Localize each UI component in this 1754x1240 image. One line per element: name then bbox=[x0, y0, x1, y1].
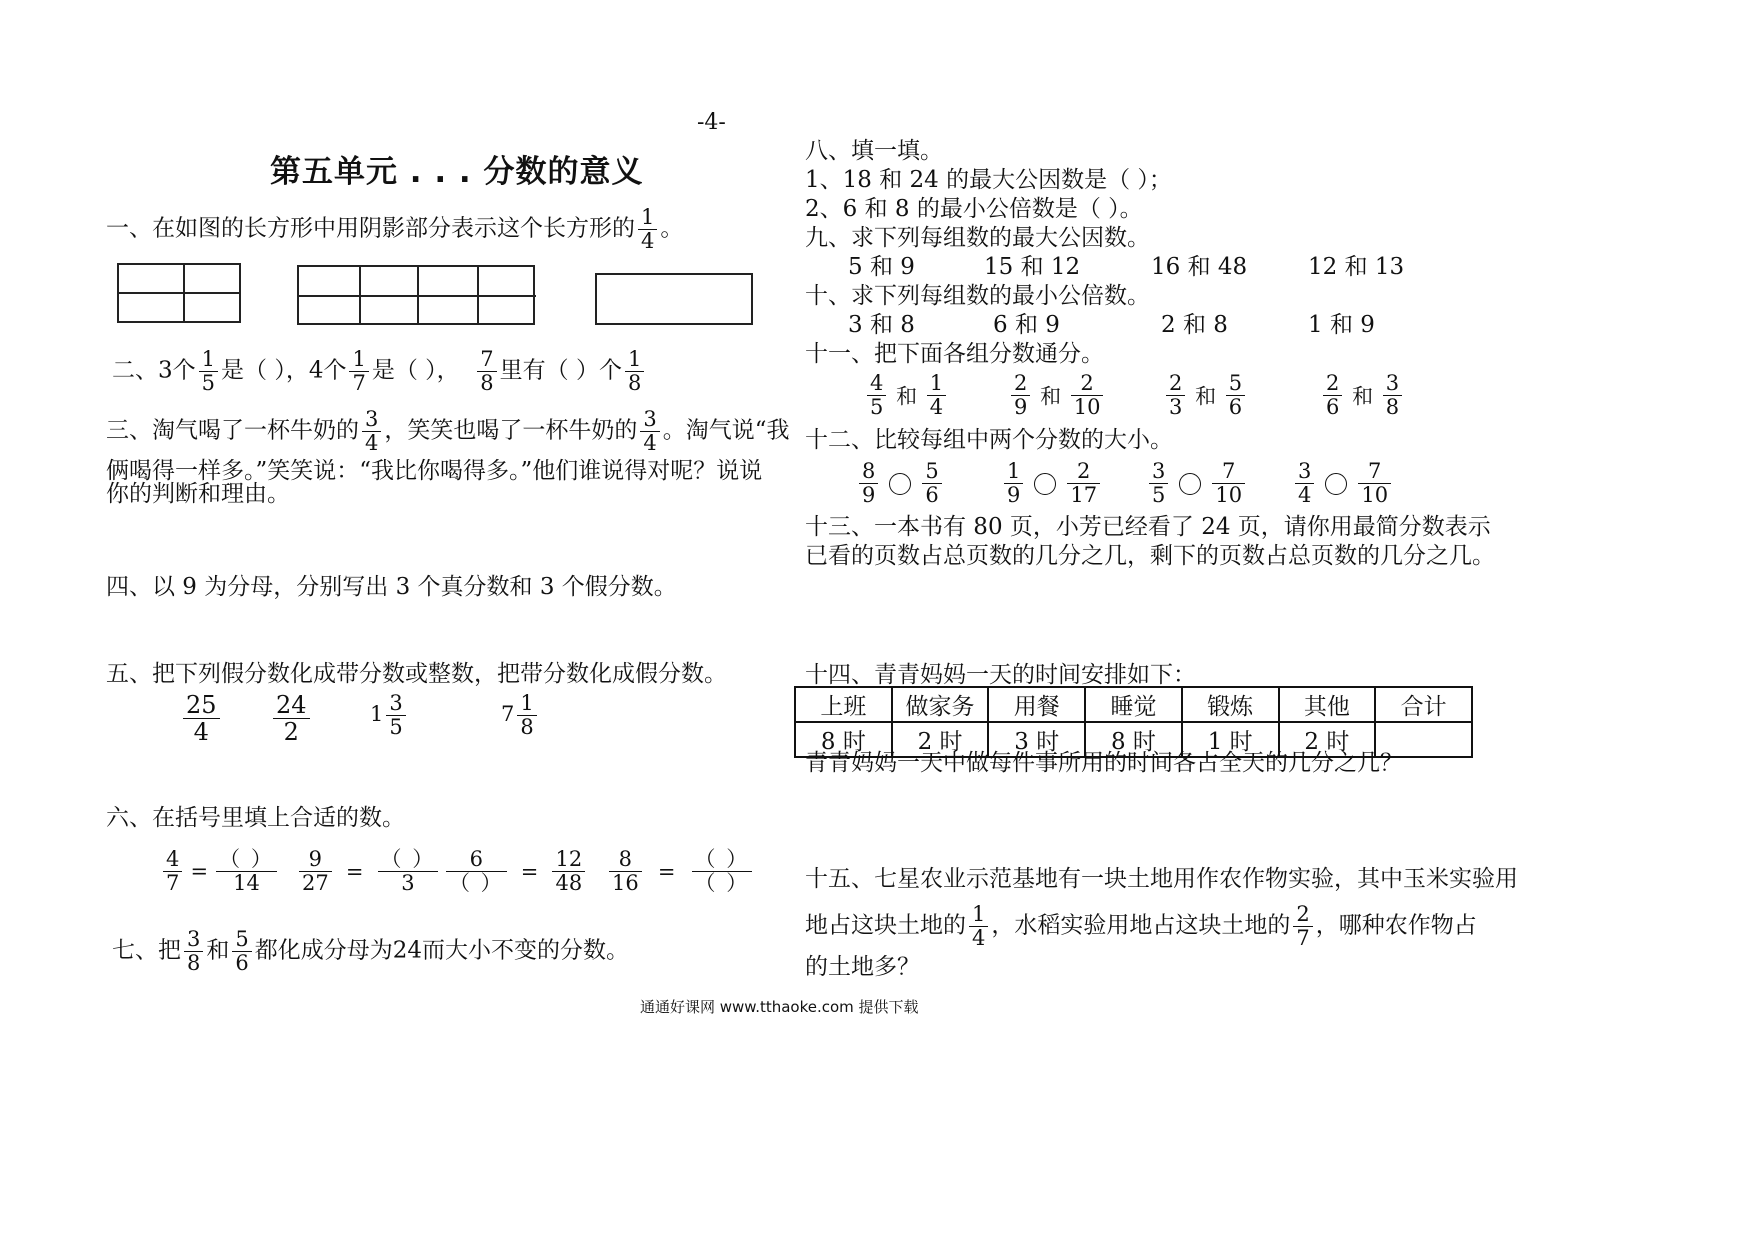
fraction bbox=[1293, 903, 1312, 950]
q15-line3: 的土地多？ bbox=[805, 954, 920, 980]
numerator: 1 bbox=[199, 348, 218, 372]
q7-a: 七、把 bbox=[112, 937, 181, 964]
fraction bbox=[1212, 460, 1245, 507]
denominator: 14 bbox=[233, 871, 260, 895]
numerator: 3 bbox=[1383, 372, 1402, 396]
numerator: 3 bbox=[386, 692, 405, 716]
fraction bbox=[552, 848, 585, 895]
q11-pair bbox=[1008, 372, 1106, 419]
q3-line2: 俩喝得一样多。”笑笑说：“我比你喝得多。”他们谁说得对呢？说说 bbox=[106, 458, 763, 484]
fraction bbox=[1149, 460, 1168, 507]
table-cell: 8 时 bbox=[795, 722, 892, 757]
numerator: 25 bbox=[183, 692, 220, 719]
question-10-title: 十、求下列每组数的最小公倍数。 bbox=[805, 283, 1150, 309]
q7-c: 都化成分母为24而大小不变的分数。 bbox=[254, 937, 630, 964]
denominator: 8 bbox=[627, 371, 642, 395]
and-label: 和 bbox=[1352, 384, 1374, 409]
and-label: 和 bbox=[1040, 384, 1062, 409]
numerator: 2 bbox=[1166, 372, 1185, 396]
question-4: 四、以 9 为分母，分别写出 3 个真分数和 3 个假分数。 bbox=[106, 574, 677, 600]
equals-sign: = bbox=[190, 859, 209, 884]
q6-equation bbox=[443, 848, 588, 895]
numerator: 1 bbox=[927, 372, 946, 396]
numerator: 3 bbox=[640, 408, 659, 432]
question-12-title: 十二、比较每组中两个分数的大小。 bbox=[805, 427, 1173, 453]
fraction bbox=[183, 692, 220, 745]
fraction bbox=[867, 372, 886, 419]
question-9-title: 九、求下列每组数的最大公因数。 bbox=[805, 225, 1150, 251]
denominator: 4 bbox=[929, 395, 944, 419]
denominator: 4 bbox=[193, 718, 209, 746]
denominator: 27 bbox=[302, 871, 329, 895]
table-header-cell: 睡觉 bbox=[1085, 687, 1182, 722]
fraction bbox=[1358, 460, 1391, 507]
q15-a: 地占这块土地的 bbox=[805, 912, 966, 939]
denominator: 3 bbox=[1169, 395, 1183, 419]
and-label: 和 bbox=[1195, 384, 1217, 409]
fraction bbox=[216, 848, 277, 895]
q10-item: 3 和 8 bbox=[848, 312, 915, 338]
numerator: 12 bbox=[552, 848, 585, 872]
fraction bbox=[477, 348, 496, 395]
compare-circle[interactable] bbox=[889, 473, 911, 495]
question-8-title: 八、填一填。 bbox=[805, 138, 943, 164]
fraction bbox=[609, 848, 642, 895]
q5-item bbox=[370, 692, 409, 739]
numerator: 2 bbox=[1011, 372, 1030, 396]
denominator: 8 bbox=[187, 951, 201, 975]
q3-c: 。淘气说“我 bbox=[662, 417, 790, 444]
fraction bbox=[232, 928, 251, 975]
denominator: 8 bbox=[1385, 395, 1400, 419]
fraction bbox=[692, 848, 753, 895]
fraction bbox=[1295, 460, 1314, 507]
fraction bbox=[859, 460, 878, 507]
numerator: 8 bbox=[609, 848, 642, 872]
q2-c: 是（ ）， bbox=[371, 357, 460, 384]
numerator: 7 bbox=[1358, 460, 1391, 484]
compare-circle[interactable] bbox=[1034, 473, 1056, 495]
whole-number: 1 bbox=[370, 702, 384, 726]
table-cell: 3 时 bbox=[988, 722, 1085, 757]
q9-item: 5 和 9 bbox=[848, 254, 915, 280]
denominator: 10 bbox=[1073, 395, 1101, 419]
q12-pair bbox=[856, 460, 945, 507]
fraction bbox=[349, 348, 368, 395]
q11-pair bbox=[1320, 372, 1405, 419]
fraction bbox=[1011, 372, 1030, 419]
denominator: 3 bbox=[401, 871, 415, 895]
q12-pair bbox=[1001, 460, 1103, 507]
denominator: 9 bbox=[862, 483, 876, 507]
denominator: 4 bbox=[1298, 483, 1312, 507]
q14-question: 青青妈妈一天中做每件事所用的时间各占全天的几分之几？ bbox=[805, 750, 1403, 776]
numerator: 9 bbox=[299, 848, 332, 872]
denominator: 10 bbox=[1215, 483, 1243, 507]
page-number: -4- bbox=[697, 110, 726, 135]
fraction bbox=[1166, 372, 1185, 419]
question-5: 五、把下列假分数化成带分数或整数，把带分数化成假分数。 bbox=[106, 661, 727, 687]
q2-a: 二、3个 bbox=[112, 357, 196, 384]
numerator: 3 bbox=[1149, 460, 1168, 484]
q13-line2: 已看的页数占总页数的几分之几，剩下的页数占总页数的几分之几。 bbox=[805, 543, 1495, 569]
q5-item bbox=[180, 692, 223, 745]
numerator: 2 bbox=[1067, 460, 1100, 484]
table-cell: 2 时 bbox=[892, 722, 989, 757]
numerator: （ ） bbox=[216, 848, 277, 872]
q6-equation bbox=[606, 848, 755, 895]
fraction bbox=[362, 408, 381, 455]
q11-pair bbox=[1163, 372, 1248, 419]
page-title: 第五单元 . . . 分数的意义 bbox=[270, 154, 644, 190]
numerator: 2 bbox=[1071, 372, 1104, 396]
q12-pair bbox=[1146, 460, 1248, 507]
denominator: 4 bbox=[643, 431, 657, 455]
equals-sign: = bbox=[520, 859, 539, 884]
denominator: 16 bbox=[612, 871, 639, 895]
and-label: 和 bbox=[896, 384, 918, 409]
fraction bbox=[1004, 460, 1023, 507]
numerator: 5 bbox=[1226, 372, 1245, 396]
denominator: 6 bbox=[1326, 395, 1340, 419]
whole-number: 7 bbox=[501, 702, 515, 726]
numerator: 8 bbox=[859, 460, 878, 484]
q11-pair bbox=[864, 372, 949, 419]
q15-c: ，哪种农作物占 bbox=[1315, 912, 1477, 939]
q10-item: 1 和 9 bbox=[1308, 312, 1375, 338]
q10-item: 2 和 8 bbox=[1161, 312, 1228, 338]
fraction bbox=[163, 848, 182, 895]
denominator: 5 bbox=[389, 715, 403, 739]
denominator: 6 bbox=[1228, 395, 1243, 419]
q1-text: 一、在如图的长方形中用阴影部分表示这个长方形的 bbox=[106, 215, 635, 242]
question-3 bbox=[106, 408, 790, 455]
q5-item bbox=[501, 692, 540, 739]
question-6: 六、在括号里填上合适的数。 bbox=[106, 805, 405, 831]
fraction bbox=[640, 408, 659, 455]
table-cell: 1 时 bbox=[1182, 722, 1279, 757]
fraction bbox=[386, 692, 405, 739]
numerator: 3 bbox=[184, 928, 203, 952]
fraction bbox=[184, 928, 203, 975]
fraction bbox=[1071, 372, 1104, 419]
fraction bbox=[199, 348, 218, 395]
table-header-cell: 做家务 bbox=[892, 687, 989, 722]
q2-d: 里有（ ）个 bbox=[499, 357, 622, 384]
q6-equation bbox=[296, 848, 441, 895]
rectangle-2x2 bbox=[118, 264, 240, 322]
q9-item: 15 和 12 bbox=[984, 254, 1081, 280]
denominator: 9 bbox=[1007, 483, 1021, 507]
compare-circle[interactable] bbox=[1179, 473, 1201, 495]
q8-line1: 1、18 和 24 的最大公因数是（ ）； bbox=[805, 167, 1172, 193]
fraction bbox=[1323, 372, 1342, 419]
fraction bbox=[273, 692, 310, 745]
numerator: 24 bbox=[273, 692, 310, 719]
q5-item bbox=[270, 692, 313, 745]
numerator: 1 bbox=[625, 348, 644, 372]
numerator: 3 bbox=[362, 408, 381, 432]
table-header-cell: 用餐 bbox=[988, 687, 1085, 722]
q3-line3: 你的判断和理由。 bbox=[106, 481, 290, 507]
q3-a: 三、淘气喝了一杯牛奶的 bbox=[106, 417, 359, 444]
numerator: 2 bbox=[1293, 903, 1312, 927]
numerator: 1 bbox=[349, 348, 368, 372]
numerator: 5 bbox=[922, 460, 941, 484]
question-1 bbox=[106, 206, 683, 253]
denominator: 7 bbox=[1296, 926, 1310, 950]
numerator: 7 bbox=[1212, 460, 1245, 484]
numerator: 4 bbox=[163, 848, 182, 872]
table-header-cell: 上班 bbox=[795, 687, 892, 722]
fraction bbox=[299, 848, 332, 895]
fraction bbox=[969, 903, 988, 950]
fraction bbox=[638, 206, 657, 253]
q9-item: 12 和 13 bbox=[1308, 254, 1405, 280]
denominator: 7 bbox=[166, 871, 180, 895]
q2-b: 是（ ），4个 bbox=[221, 357, 347, 384]
rectangle-figures bbox=[112, 258, 772, 330]
numerator: 5 bbox=[232, 928, 251, 952]
denominator: 8 bbox=[520, 715, 534, 739]
table-header-cell: 合计 bbox=[1375, 687, 1472, 722]
question-7 bbox=[112, 928, 629, 975]
denominator: 8 bbox=[480, 371, 494, 395]
denominator: 17 bbox=[1070, 483, 1098, 507]
fraction bbox=[378, 848, 439, 895]
denominator: 9 bbox=[1014, 395, 1028, 419]
question-11-title: 十一、把下面各组分数通分。 bbox=[805, 341, 1104, 367]
q9-item: 16 和 48 bbox=[1151, 254, 1248, 280]
numerator: （ ） bbox=[692, 848, 753, 872]
fraction bbox=[625, 348, 644, 395]
q12-pair bbox=[1292, 460, 1394, 507]
fraction bbox=[927, 372, 946, 419]
denominator: 2 bbox=[283, 718, 299, 746]
numerator: （ ） bbox=[378, 848, 439, 872]
numerator: 1 bbox=[1004, 460, 1023, 484]
equals-sign: = bbox=[657, 859, 676, 884]
q1-end: 。 bbox=[660, 215, 684, 242]
table-header-row bbox=[795, 687, 1472, 722]
numerator: 1 bbox=[517, 692, 536, 716]
table-cell: 8 时 bbox=[1085, 722, 1182, 757]
numerator: 1 bbox=[969, 903, 988, 927]
question-14-title: 十四、青青妈妈一天的时间安排如下： bbox=[805, 662, 1196, 688]
question-2 bbox=[112, 348, 647, 395]
fraction bbox=[446, 848, 507, 895]
compare-circle[interactable] bbox=[1325, 473, 1347, 495]
denominator: （ ） bbox=[694, 871, 750, 895]
denominator: 6 bbox=[235, 951, 249, 975]
equals-sign: = bbox=[345, 859, 364, 884]
q13-line1: 十三、一本书有 80 页，小芳已经看了 24 页，请你用最简分数表示 bbox=[805, 514, 1491, 540]
denominator: 6 bbox=[925, 483, 939, 507]
numerator: 6 bbox=[446, 848, 507, 872]
fraction bbox=[1383, 372, 1402, 419]
q6-equation bbox=[160, 848, 280, 895]
table-header-cell: 其他 bbox=[1279, 687, 1376, 722]
denominator: 4 bbox=[365, 431, 379, 455]
denominator: 4 bbox=[972, 926, 986, 950]
numerator: 3 bbox=[1295, 460, 1314, 484]
denominator: 4 bbox=[641, 229, 655, 253]
denominator: 7 bbox=[352, 371, 366, 395]
fraction bbox=[1067, 460, 1100, 507]
q3-b: ，笑笑也喝了一杯牛奶的 bbox=[384, 417, 638, 444]
denominator: 10 bbox=[1361, 483, 1389, 507]
table-header-cell: 锻炼 bbox=[1182, 687, 1279, 722]
table-cell: 2 时 bbox=[1279, 722, 1376, 757]
q10-item: 6 和 9 bbox=[993, 312, 1060, 338]
denominator: 5 bbox=[1152, 483, 1166, 507]
q7-b: 和 bbox=[206, 937, 230, 964]
q8-line2: 2、6 和 8 的最小公倍数是（ ）。 bbox=[805, 196, 1143, 222]
numerator: 7 bbox=[477, 348, 496, 372]
rectangle-4x2 bbox=[298, 266, 536, 324]
numerator: 2 bbox=[1323, 372, 1342, 396]
rectangle-blank bbox=[596, 274, 752, 324]
footer-text: 通通好课网 www.tthaoke.com 提供下载 bbox=[640, 998, 919, 1016]
denominator: （ ） bbox=[449, 871, 504, 895]
denominator: 5 bbox=[201, 371, 216, 395]
numerator: 4 bbox=[867, 372, 886, 396]
denominator: 5 bbox=[870, 395, 884, 419]
fraction bbox=[517, 692, 536, 739]
fraction bbox=[922, 460, 941, 507]
q15-line2 bbox=[805, 903, 1477, 950]
denominator: 48 bbox=[555, 871, 583, 895]
q15-line1: 十五、七星农业示范基地有一块土地用作农作物实验，其中玉米实验用 bbox=[805, 866, 1518, 892]
q15-b: ，水稻实验用地占这块土地的 bbox=[991, 912, 1291, 939]
fraction bbox=[1226, 372, 1245, 419]
numerator: 1 bbox=[638, 206, 657, 230]
